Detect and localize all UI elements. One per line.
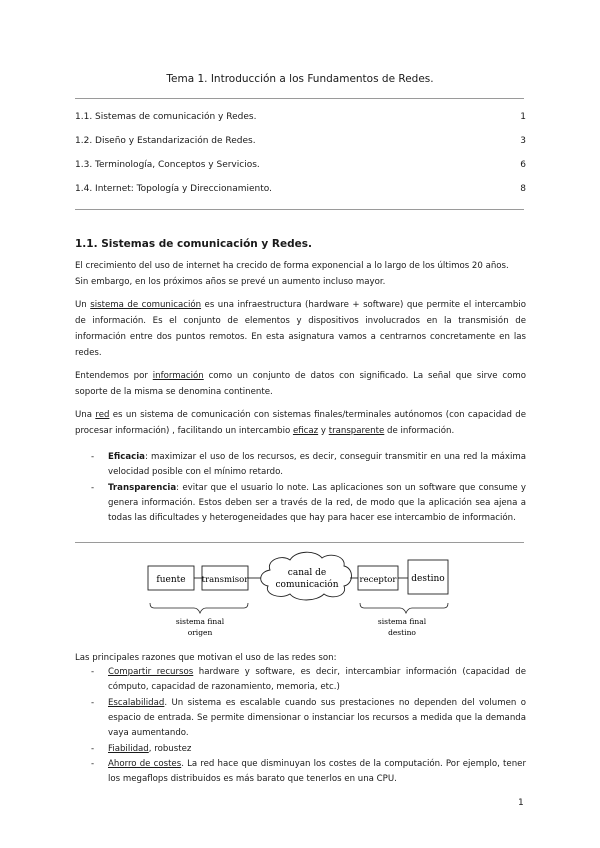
toc-entry-4[interactable]: [75, 184, 526, 194]
paragraph-line: El crecimiento del uso de internet ha crecido de forma exponencial a lo largo de los últimos 20 años.: [75, 261, 509, 271]
bullet-term: Fiabilidad: [108, 744, 149, 754]
document-title: Tema 1. Introducción a los Fundamentos de Redes.: [166, 73, 434, 85]
paragraph-internet-growth: [75, 258, 526, 290]
bullet-fiabilidad: [91, 742, 526, 757]
bullet-compartir-recursos: [91, 665, 526, 695]
receptor-label: receptor: [359, 575, 397, 585]
communication-system-diagram: [140, 548, 460, 643]
text-run: como un conjunto de datos con significado. La señal que sirve como soporte de la misma se denomina continente.: [75, 371, 526, 397]
bullet-dash: -: [91, 667, 95, 677]
reasons-intro: Las principales razones que motivan el uso de las redes son:: [75, 653, 337, 663]
term-informacion: información: [152, 371, 204, 381]
toc-entry-page: 1: [520, 112, 526, 122]
bullet-ahorro-de-costes: [91, 757, 526, 787]
toc-entry-label: 1.1. Sistemas de comunicación y Redes.: [75, 112, 257, 122]
text-run: Entendemos por: [75, 371, 153, 381]
toc-entry-page: 8: [520, 184, 526, 194]
term-sistema-de-comunicacion: sistema de comunicación: [90, 300, 202, 310]
bullet-term: Compartir recursos: [108, 667, 194, 677]
bullet-dash: -: [91, 483, 95, 493]
section-heading: 1.1. Sistemas de comunicación y Redes.: [75, 238, 313, 250]
text-run: es un sistema de comunicación con sistemas finales/terminales autónomos (con capacidad de procesar información) , facilitando un intercambio: [75, 410, 526, 436]
bullet-term: Ahorro de costes: [108, 759, 182, 769]
origin-brace: [150, 603, 248, 613]
paragraph-communication-system: [75, 297, 526, 361]
fuente-label: fuente: [156, 575, 186, 585]
text-run: Un: [75, 300, 91, 310]
text-run: de información.: [384, 426, 455, 436]
destination-label-line1: sistema final: [377, 617, 427, 626]
term-transparente: transparente: [328, 426, 385, 436]
toc-bottom-divider: [75, 209, 524, 210]
origin-label-line2: origen: [187, 628, 213, 637]
bullet-dash: -: [91, 759, 95, 769]
bullet-text: . La red hace que disminuyan los costes de la computación. Por ejemplo, tener los megaflops distribuidos es más barato que tenerlos en una CPU.: [108, 759, 526, 784]
bullet-term: Transparencia: [108, 483, 177, 493]
bullet-eficacia: [91, 450, 526, 480]
bullet-dash: -: [91, 452, 95, 462]
term-red: red: [95, 410, 110, 420]
toc-entry-page: 6: [520, 160, 526, 170]
bullet-text: hardware y software, es decir, intercambiar información (capacidad de cómputo, capacidad de razonamiento, memoria, etc.): [108, 667, 526, 692]
bullet-dash: -: [91, 698, 95, 708]
text-run: es una infraestructura (hardware + software) que permite el intercambio de información. Es el conjunto de elementos y dispositivos involucrados en la transmisión de información entre dos puntos remotos. En esta asignatura vamos a centrarnos concretamente en las redes.: [75, 300, 526, 358]
term-eficaz: eficaz: [292, 426, 319, 436]
bullet-dash: -: [91, 744, 95, 754]
destination-label-line2: destino: [388, 628, 416, 637]
bullet-escalabilidad: [91, 696, 526, 741]
bullet-term: Escalabilidad: [108, 698, 165, 708]
toc-entry-1[interactable]: [75, 112, 526, 122]
toc-entry-label: 1.2. Diseño y Estandarización de Redes.: [75, 136, 256, 146]
bullet-term: Eficacia: [108, 452, 145, 462]
toc-entry-label: 1.3. Terminología, Conceptos y Servicios.: [75, 160, 260, 170]
bullet-text: : maximizar el uso de los recursos, es decir, conseguir transmitir en una red la máxima velocidad posible con el mínimo retardo.: [108, 452, 526, 477]
transmisor-label: transmisor: [201, 575, 249, 585]
origin-label-line1: sistema final: [175, 617, 225, 626]
destino-label: destino: [411, 574, 445, 584]
text-run: y: [318, 426, 329, 436]
channel-label-line2: comunicación: [275, 580, 339, 590]
toc-entry-page: 3: [520, 136, 526, 146]
text-run: Una: [75, 410, 96, 420]
paragraph-line: Sin embargo, en los próximos años se prevé un aumento incluso mayor.: [75, 277, 386, 287]
bullet-text: , robustez: [148, 744, 192, 754]
toc-entry-2[interactable]: [75, 136, 526, 146]
bullet-text: . Un sistema es escalable cuando sus prestaciones no dependen del volumen o espacio de entrada. Se permite dimensionar o instanciar los recursos a medida que la demanda vaya aumentando.: [108, 698, 526, 738]
page-number: 1: [518, 798, 524, 808]
bullet-transparencia: [91, 481, 526, 541]
toc-entry-3[interactable]: [75, 160, 526, 170]
bullet-text: : evitar que el usuario lo note. Las aplicaciones son un software que consume y genera información. Estos deben ser a través de la red, de modo que la aplicación sea ajena a todas las dificultades y heterogeneidades que hay para hacer ese intercambio de información.: [108, 483, 526, 523]
toc-entry-label: 1.4. Internet: Topología y Direccionamiento.: [75, 184, 272, 194]
destination-brace: [360, 603, 448, 613]
paragraph-network: [75, 407, 526, 439]
channel-label-line1: canal de: [287, 568, 327, 578]
paragraph-information: [75, 368, 526, 400]
toc-top-divider: [75, 98, 524, 99]
diagram-top-divider: [75, 542, 524, 543]
